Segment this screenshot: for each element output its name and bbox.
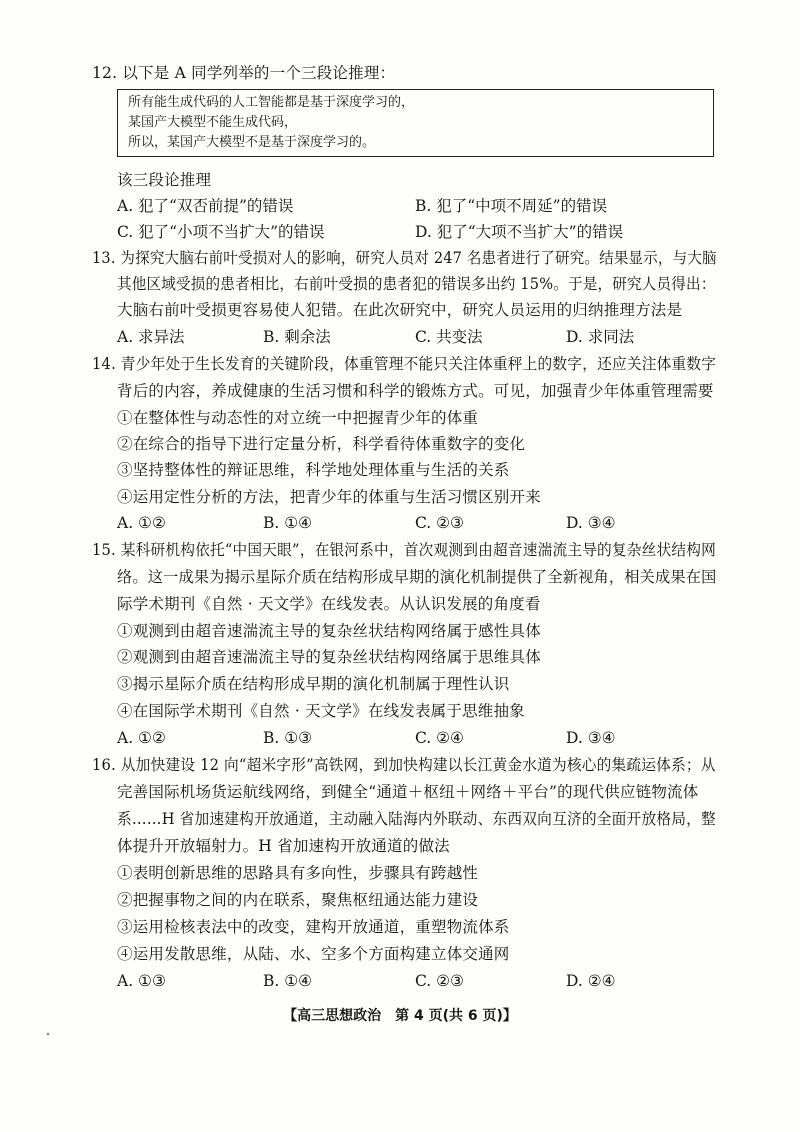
q15-item-1: ①观测到由超音速湍流主导的复杂丝状结构网络属于感性具体 [117,622,541,640]
q12-option-d: D. 犯了“大项不当扩大”的错误 [415,223,624,241]
q16-item-3: ③运用检核表法中的改变，建构开放通道，重塑物流体系 [117,918,510,936]
q13-option-c: C. 共变法 [415,328,483,346]
q14-option-a: A. ①② [117,514,166,532]
q12-option-b: B. 犯了“中项不周延”的错误 [415,197,608,215]
q13-option-b: B. 剩余法 [263,328,331,346]
q12-box-line-1: 所有能生成代码的人工智能都是基于深度学习的， [128,95,415,110]
q15-line-1: 15. 某科研机构依托“中国天眼”，在银河系中，首次观测到由超音速湍流主导的复杂丝状结构网 [92,541,717,559]
q16-line-3: 系……H 省加速建构开放通道，主动融入陆海内外联动、东西双向互济的全面开放格局，整 [117,810,716,828]
q13-option-d: D. 求同法 [566,328,635,346]
q14-item-3: ③坚持整体性的辩证思维，科学地处理体重与生活的关系 [117,461,510,479]
q14-line-2: 背后的内容，养成健康的生活习惯和科学的锻炼方式。可见，加强青少年体重管理需要 [117,382,714,400]
q15-option-b: B. ①③ [263,729,313,747]
q16-line-4: 体提升开放辐射力。H 省加速构开放通道的做法 [117,837,450,855]
q16-line-2: 完善国际机场货运航线网络，到健全“通道＋枢纽＋网络＋平台”的现代供应链物流体 [117,783,699,801]
q14-item-1: ①在整体性与动态性的对立统一中把握青少年的体重 [117,409,479,427]
q15-item-3: ③揭示星际介质在结构形成早期的演化机制属于理性认识 [117,675,510,693]
q16-item-4: ④运用发散思维，从陆、水、空多个方面构建立体交通网 [117,945,510,963]
q12-box-line-2: 某国产大模型不能生成代码， [128,115,298,130]
q12-stem: 12. 以下是 A 同学列举的一个三段论推理： [92,64,396,82]
q15-item-4: ④在国际学术期刊《自然 · 天文学》在线发表属于思维抽象 [117,702,525,720]
q14-option-d: D. ③④ [566,514,616,532]
q13-line-3: 大脑右前叶受损更容易使人犯错。在此次研究中，研究人员运用的归纳推理方法是 [117,301,683,319]
q14-option-b: B. ①④ [263,514,313,532]
q12-box-line-3: 所以，某国产大模型不是基于深度学习的。 [128,135,376,150]
q15-option-d: D. ③④ [566,729,616,747]
q16-line-1: 16. 从加快建设 12 向“超米字形”高铁网，到加快构建以长江黄金水道为核心的集疏运体系；从 [92,756,716,774]
q16-item-2: ②把握事物之间的内在联系，聚焦枢纽通达能力建设 [117,891,479,909]
q12-syllogism-box [117,89,714,157]
q13-line-1: 13. 为探究大脑右前叶受损对人的影响，研究人员对 247 名患者进行了研究。结果显示，与大脑 [92,249,717,267]
q14-item-4: ④运用定性分析的方法，把青少年的体重与生活习惯区别开来 [117,488,541,506]
q15-item-2: ②观测到由超音速湍流主导的复杂丝状结构网络属于思维具体 [117,648,541,666]
q15-option-c: C. ②④ [415,729,464,747]
q15-option-a: A. ①② [117,729,166,747]
q12-prompt: 该三段论推理 [117,171,212,189]
q13-option-a: A. 求异法 [117,328,185,346]
page-footer: 【高三思想政治 第 4 页(共 6 页)】 [283,1008,517,1024]
q13-line-2: 其他区域受损的患者相比，右前叶受损的患者犯的错误多出约 15%。于是，研究人员得出： [117,275,716,293]
q16-option-b: B. ①④ [263,972,313,990]
q12-option-a: A. 犯了“双否前提”的错误 [117,197,294,215]
q14-item-2: ②在综合的指导下进行定量分析，科学看待体重数字的变化 [117,435,526,453]
q14-option-c: C. ②③ [415,514,464,532]
q16-option-c: C. ②③ [415,972,464,990]
q16-item-1: ①表明创新思维的思路具有多向性，步骤具有跨越性 [117,864,479,882]
q16-option-d: D. ②④ [566,972,616,990]
q15-line-3: 际学术期刊《自然 · 天文学》在线发表。从认识发展的角度看 [117,595,541,613]
scan-speck [47,1033,49,1035]
q15-line-2: 络。这一成果为揭示星际介质在结构形成早期的演化机制提供了全新视角，相关成果在国 [117,568,717,586]
q16-option-a: A. ①③ [117,972,166,990]
q14-line-1: 14. 青少年处于生长发育的关键阶段，体重管理不能只关注体重秤上的数字，还应关注体重数字 [92,355,717,373]
q12-option-c: C. 犯了“小项不当扩大”的错误 [117,223,325,241]
